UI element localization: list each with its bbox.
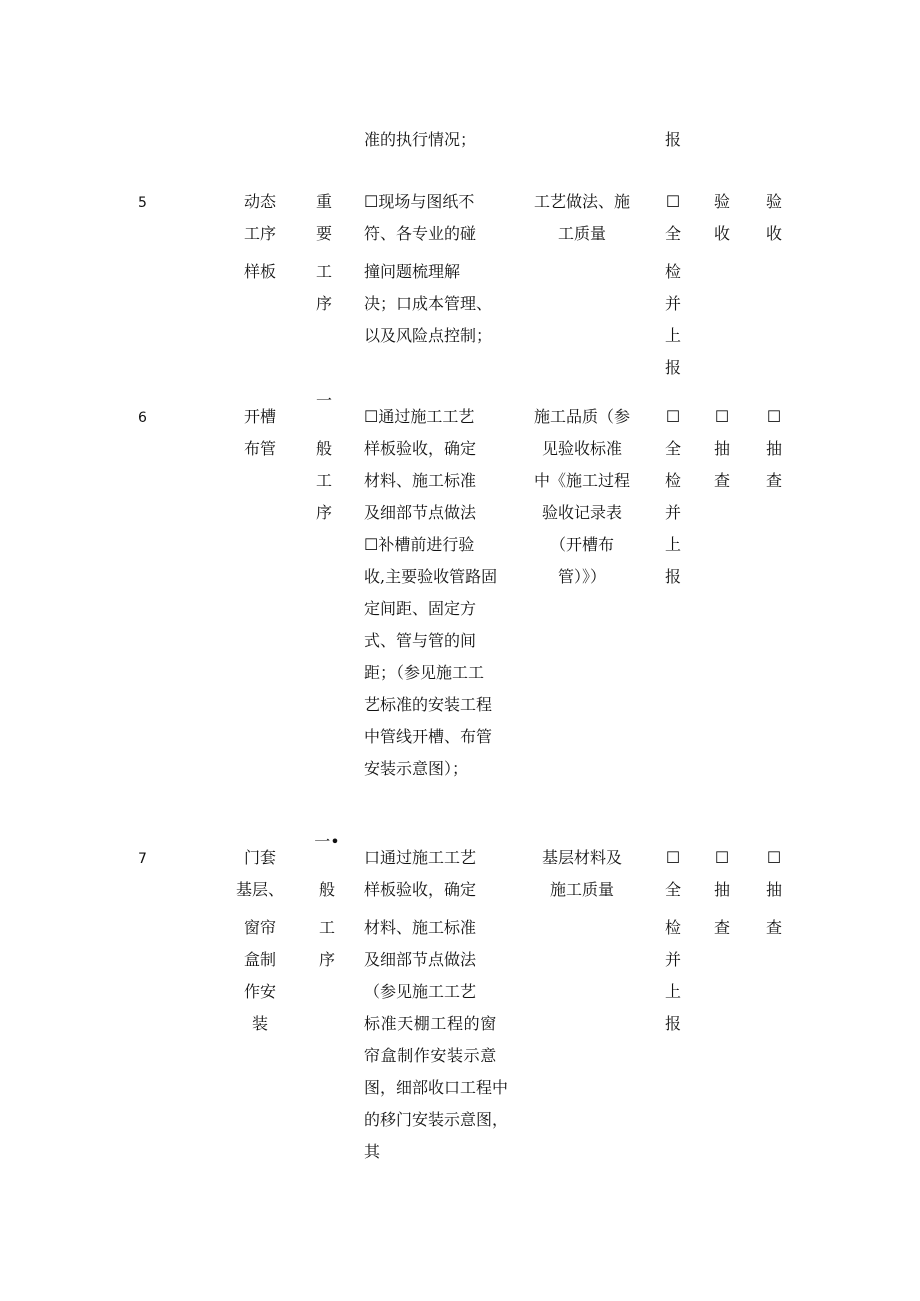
points-line: 施工质量: [549, 880, 614, 899]
name-line: 开槽: [243, 407, 276, 426]
requirement-line: 艺标准的安装工程: [364, 695, 493, 714]
name-line: 布管: [243, 439, 276, 458]
level-char: 般: [318, 880, 335, 899]
checkbox-icon: ☐: [766, 848, 782, 867]
check-column-1: [662, 186, 684, 384]
report-line: 报: [664, 130, 681, 149]
name-line: 样板: [243, 262, 276, 281]
points-line: 管）》）: [557, 567, 606, 586]
requirement-line: 及细部节点做法: [364, 503, 477, 522]
check-column-1: [662, 401, 684, 593]
check-column-2: [711, 401, 733, 497]
check-char: 全: [664, 439, 681, 458]
check-char: 并: [664, 294, 681, 313]
points-line: 工艺做法、施: [533, 192, 630, 211]
check-char: 验: [765, 192, 782, 211]
process-level: [312, 186, 336, 320]
process-level: [312, 826, 342, 976]
points-line: 基层材料及: [541, 848, 622, 867]
inspection-points: [526, 401, 638, 593]
points-line: 工质量: [557, 224, 606, 243]
inspection-points: [526, 842, 638, 906]
process-name: [236, 186, 284, 288]
process-name: [236, 401, 284, 465]
check-char: 查: [765, 471, 782, 490]
check-char: 查: [713, 471, 730, 490]
check-char: 报: [664, 1014, 681, 1033]
requirements-text: [364, 186, 524, 352]
report-continuation: [662, 124, 684, 156]
requirement-line: 撞问题梳理解: [364, 262, 461, 281]
check-char: 报: [664, 358, 681, 377]
checkbox-icon: ☐: [766, 407, 782, 426]
check-char: 上: [664, 326, 681, 345]
requirements-text: [364, 842, 524, 1168]
check-char: 检: [664, 262, 681, 281]
name-line: 装: [251, 1014, 268, 1033]
requirement-line: 式、管与管的间: [364, 631, 477, 650]
check-column-3: [763, 842, 785, 944]
check-char: 上: [664, 535, 681, 554]
requirement-line: 以及风险点控制；: [364, 326, 493, 345]
requirement-line: 定间距、固定方: [364, 599, 477, 618]
level-char: 一•: [314, 832, 340, 851]
requirement-line: ☐现场与图纸不: [364, 192, 475, 211]
name-line: 盒制: [243, 950, 276, 969]
row-number: 5: [138, 195, 147, 211]
level-char: 序: [315, 503, 332, 522]
requirement-line: 材料、施工标准: [364, 471, 477, 490]
check-char: 检: [664, 918, 681, 937]
checkbox-icon: ☐: [714, 407, 730, 426]
requirement-continuation: [364, 124, 524, 156]
requirement-line: 及细部节点做法: [364, 950, 477, 969]
requirement-line: 样板验收，确定: [364, 439, 477, 458]
requirement-line: 决；口成本管理、: [364, 294, 493, 313]
check-char: 检: [664, 471, 681, 490]
checkbox-icon: ☐: [665, 407, 681, 426]
checkbox-icon: ☐: [665, 848, 681, 867]
name-line: 工序: [243, 224, 276, 243]
check-column-1: [662, 842, 684, 1040]
check-char: 查: [713, 918, 730, 937]
check-char: 收: [765, 224, 782, 243]
checkbox-icon: ☐: [714, 848, 730, 867]
inspection-points: [526, 186, 638, 250]
check-column-3: [763, 401, 785, 497]
check-char: 并: [664, 503, 681, 522]
requirement-line: 符、各专业的碰: [364, 224, 477, 243]
level-char: 工: [318, 918, 335, 937]
requirement-line: （参见施工工艺: [364, 982, 477, 1001]
name-line: 作安: [243, 982, 276, 1001]
check-char: 抽: [713, 439, 730, 458]
requirement-line: 口通过施工工艺: [364, 848, 477, 867]
requirement-line: 收,主要验收管路固: [364, 567, 498, 586]
process-name: [236, 842, 284, 1040]
check-char: 全: [664, 224, 681, 243]
requirement-line: 距；（参见施工工: [364, 663, 485, 682]
check-column-2: [711, 186, 733, 250]
requirement-line: 安装示意图）；: [364, 759, 469, 778]
check-char: 收: [713, 224, 730, 243]
points-line: 中《施工过程: [533, 471, 630, 490]
row-number: 7: [138, 851, 147, 867]
level-char: 一: [315, 391, 332, 410]
name-line: 门套: [243, 848, 276, 867]
level-char: 工: [315, 262, 332, 281]
check-column-3: [763, 186, 785, 250]
requirement-line: 材料、施工标准: [364, 918, 477, 937]
requirement-line: 准的执行情况；: [364, 130, 477, 149]
level-char: 序: [315, 294, 332, 313]
level-char: 工: [315, 471, 332, 490]
name-line: 动态: [243, 192, 276, 211]
process-level: [312, 385, 336, 529]
requirement-line: 样板验收，确定: [364, 880, 477, 899]
requirement-line: ☐通过施工工艺: [364, 407, 475, 426]
check-char: 全: [664, 880, 681, 899]
check-char: 上: [664, 982, 681, 1001]
points-line: 见验收标准: [541, 439, 622, 458]
requirements-text: [364, 401, 524, 785]
requirement-line: 图，细部收口工程中: [364, 1078, 509, 1097]
requirement-line: 中管线开槽、布管: [364, 727, 493, 746]
points-line: 验收记录表: [541, 503, 622, 522]
check-char: 报: [664, 567, 681, 586]
requirement-line: 其: [364, 1142, 381, 1161]
row-number: 6: [138, 410, 147, 426]
requirement-line: 标准天棚工程的窗: [364, 1014, 497, 1033]
level-char: 要: [315, 224, 332, 243]
points-line: （开槽布: [549, 535, 614, 554]
check-column-2: [711, 842, 733, 944]
check-char: 抽: [765, 880, 782, 899]
check-char: 抽: [713, 880, 730, 899]
level-char: 序: [318, 950, 335, 969]
requirement-line: 帘盒制作安装示意: [364, 1046, 497, 1065]
level-char: 般: [315, 439, 332, 458]
requirement-line: ☐补槽前进行验: [364, 535, 475, 554]
name-line: 基层、: [236, 880, 285, 899]
requirement-line: 的移门安装示意图，: [364, 1110, 509, 1129]
level-char: 重: [315, 192, 332, 211]
checkbox-icon: ☐: [665, 192, 681, 211]
check-char: 抽: [765, 439, 782, 458]
check-char: 并: [664, 950, 681, 969]
name-line: 窗帘: [243, 918, 276, 937]
check-char: 验: [713, 192, 730, 211]
points-line: 施工品质（参: [533, 407, 630, 426]
check-char: 查: [765, 918, 782, 937]
